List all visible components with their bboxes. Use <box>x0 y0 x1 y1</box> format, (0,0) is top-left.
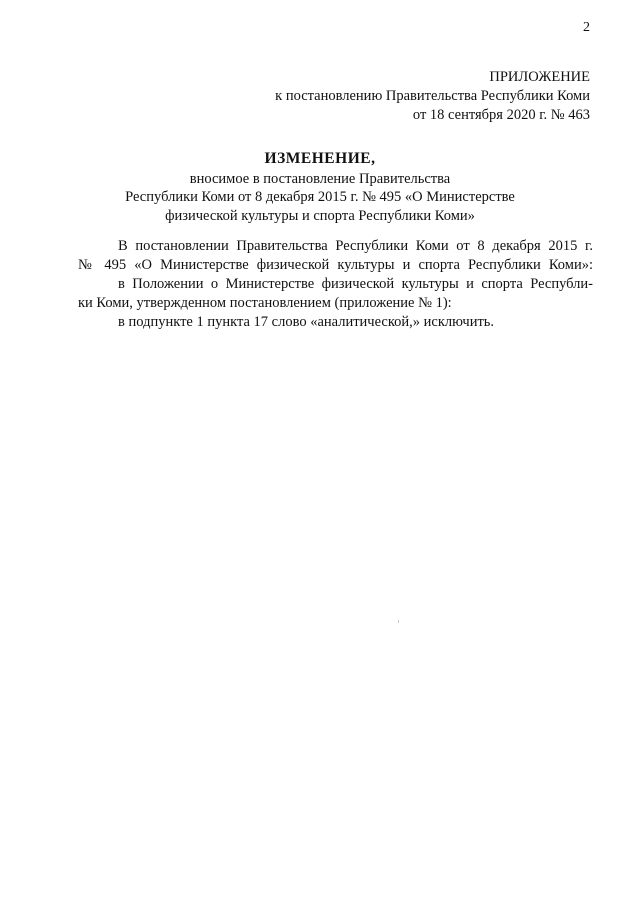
document-body <box>78 237 593 332</box>
paragraph-2 <box>78 275 593 313</box>
appendix-line-1: к постановлению Правительства Республики Коми <box>275 88 590 104</box>
change-subtitle-line-3: физической культуры и спорта Республики Коми» <box>165 207 475 224</box>
appendix-header <box>275 68 590 125</box>
paragraph-2-line-2: ки Коми, утвержденном постановлением (приложение № 1): <box>78 295 452 311</box>
paragraph-1-line-2: № 495 «О Министерстве физической культуры и спорта Республики Коми»: <box>78 257 593 273</box>
paragraph-3-line-1: в подпункте 1 пункта 17 слово «аналитической,» исключить. <box>118 314 495 330</box>
paragraph-1-line-1: В постановлении Правительства Республики Коми от 8 декабря 2015 г. <box>118 238 593 254</box>
scan-speck <box>398 620 399 623</box>
change-heading <box>0 150 640 225</box>
change-subtitle-line-1: вносимое в постановление Правительства <box>189 170 451 187</box>
change-subtitle-line-2: Республики Коми от 8 декабря 2015 г. № 495 «О Министерстве <box>125 189 515 205</box>
page-number: 2 <box>583 20 590 35</box>
paragraph-1 <box>78 237 593 275</box>
paragraph-3 <box>78 313 593 332</box>
change-title: ИЗМЕНЕНИЕ, <box>264 150 376 167</box>
appendix-title: ПРИЛОЖЕНИЕ <box>489 69 590 85</box>
appendix-line-2: от 18 сентября 2020 г. № 463 <box>412 107 590 123</box>
paragraph-2-line-1: в Положении о Министерстве физической культуры и спорта Республи- <box>118 276 593 292</box>
